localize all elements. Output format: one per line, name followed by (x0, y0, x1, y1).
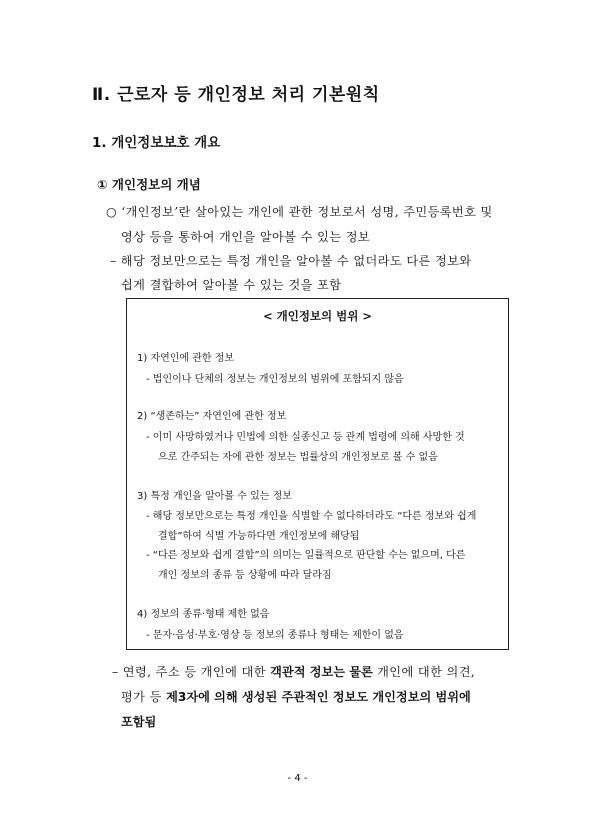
definition-bullet-line2: 영상 등을 통하여 개인을 알아볼 수 있는 정보 (121, 230, 371, 244)
scope-item-3-detail1-line2: 결합”하여 식별 가능하다면 개인정보에 해당됨 (158, 531, 360, 542)
scope-item-4: 4) 정보의 종류·형태 제한 없음 (137, 609, 270, 620)
bullet3-emphasis-3: 포함됨 (121, 715, 157, 729)
page-number: - 4 - (287, 773, 308, 784)
chapter-title: Ⅱ. 근로자 등 개인정보 처리 기본원칙 (92, 85, 380, 105)
combination-bullet-line1: – 해당 정보만으로는 특정 개인을 알아볼 수 없더라도 다른 정보와 (110, 254, 472, 268)
scope-item-3-detail1-line1: - 해당 정보만으로는 특정 개인을 식별할 수 없다하더라도 “다른 정보와 쉽게 (146, 511, 477, 522)
scope-item-4-detail: - 문자·음성·부호·영상 등 정보의 종류나 형태는 제한이 없음 (146, 630, 404, 641)
bullet3-text-d: 평가 등 (121, 690, 167, 704)
scope-box (126, 298, 509, 650)
subjective-info-bullet-line2 (121, 688, 471, 705)
scope-item-3-detail2-line1: - “다른 정보와 쉽게 결합”의 의미는 일률적으로 판단할 수는 없으며, 다른 (146, 550, 466, 561)
scope-item-1-detail: - 법인이나 단체의 정보는 개인정보의 범위에 포함되지 않음 (146, 374, 404, 385)
definition-bullet-line1: ○ ‘개인정보’란 살아있는 개인에 관한 정보로서 성명, 주민등록번호 및 (106, 205, 493, 219)
bullet3-text-a: – 연령, 주소 등 개인에 대한 (112, 665, 271, 679)
scope-item-1: 1) 자연인에 관한 정보 (137, 353, 235, 364)
scope-item-3: 3) 특정 개인을 알아볼 수 있는 정보 (137, 491, 292, 502)
scope-item-2-detail-line2: 으로 간주되는 자에 관한 정보는 법률상의 개인정보로 볼 수 없음 (158, 452, 438, 463)
bullet3-emphasis-2: 제3자에 의해 생성된 주관적인 정보도 개인정보의 범위에 (166, 690, 471, 704)
scope-item-2: 2) “생존하는” 자연인에 관한 정보 (137, 411, 287, 422)
scope-item-2-detail-line1: - 이미 사망하였거나 민법에 의한 실종신고 등 관계 법령에 의해 사망한 것 (146, 432, 465, 443)
combination-bullet-line2: 쉽게 결합하여 알아볼 수 있는 것을 포함 (121, 278, 342, 292)
subjective-info-bullet-line1 (112, 663, 475, 680)
subjective-info-bullet-line3 (121, 713, 156, 730)
bullet3-text-c: 개인에 대한 의견, (372, 665, 476, 679)
section-title: 1. 개인정보보호 개요 (92, 135, 221, 151)
bullet3-emphasis-1: 객관적 정보는 물론 (270, 665, 373, 679)
subsection-title: ① 개인정보의 개념 (97, 177, 201, 192)
scope-box-title: < 개인정보의 범위 > (262, 309, 373, 323)
scope-item-3-detail2-line2: 개인 정보의 종류 등 상황에 따라 달라짐 (158, 570, 332, 581)
